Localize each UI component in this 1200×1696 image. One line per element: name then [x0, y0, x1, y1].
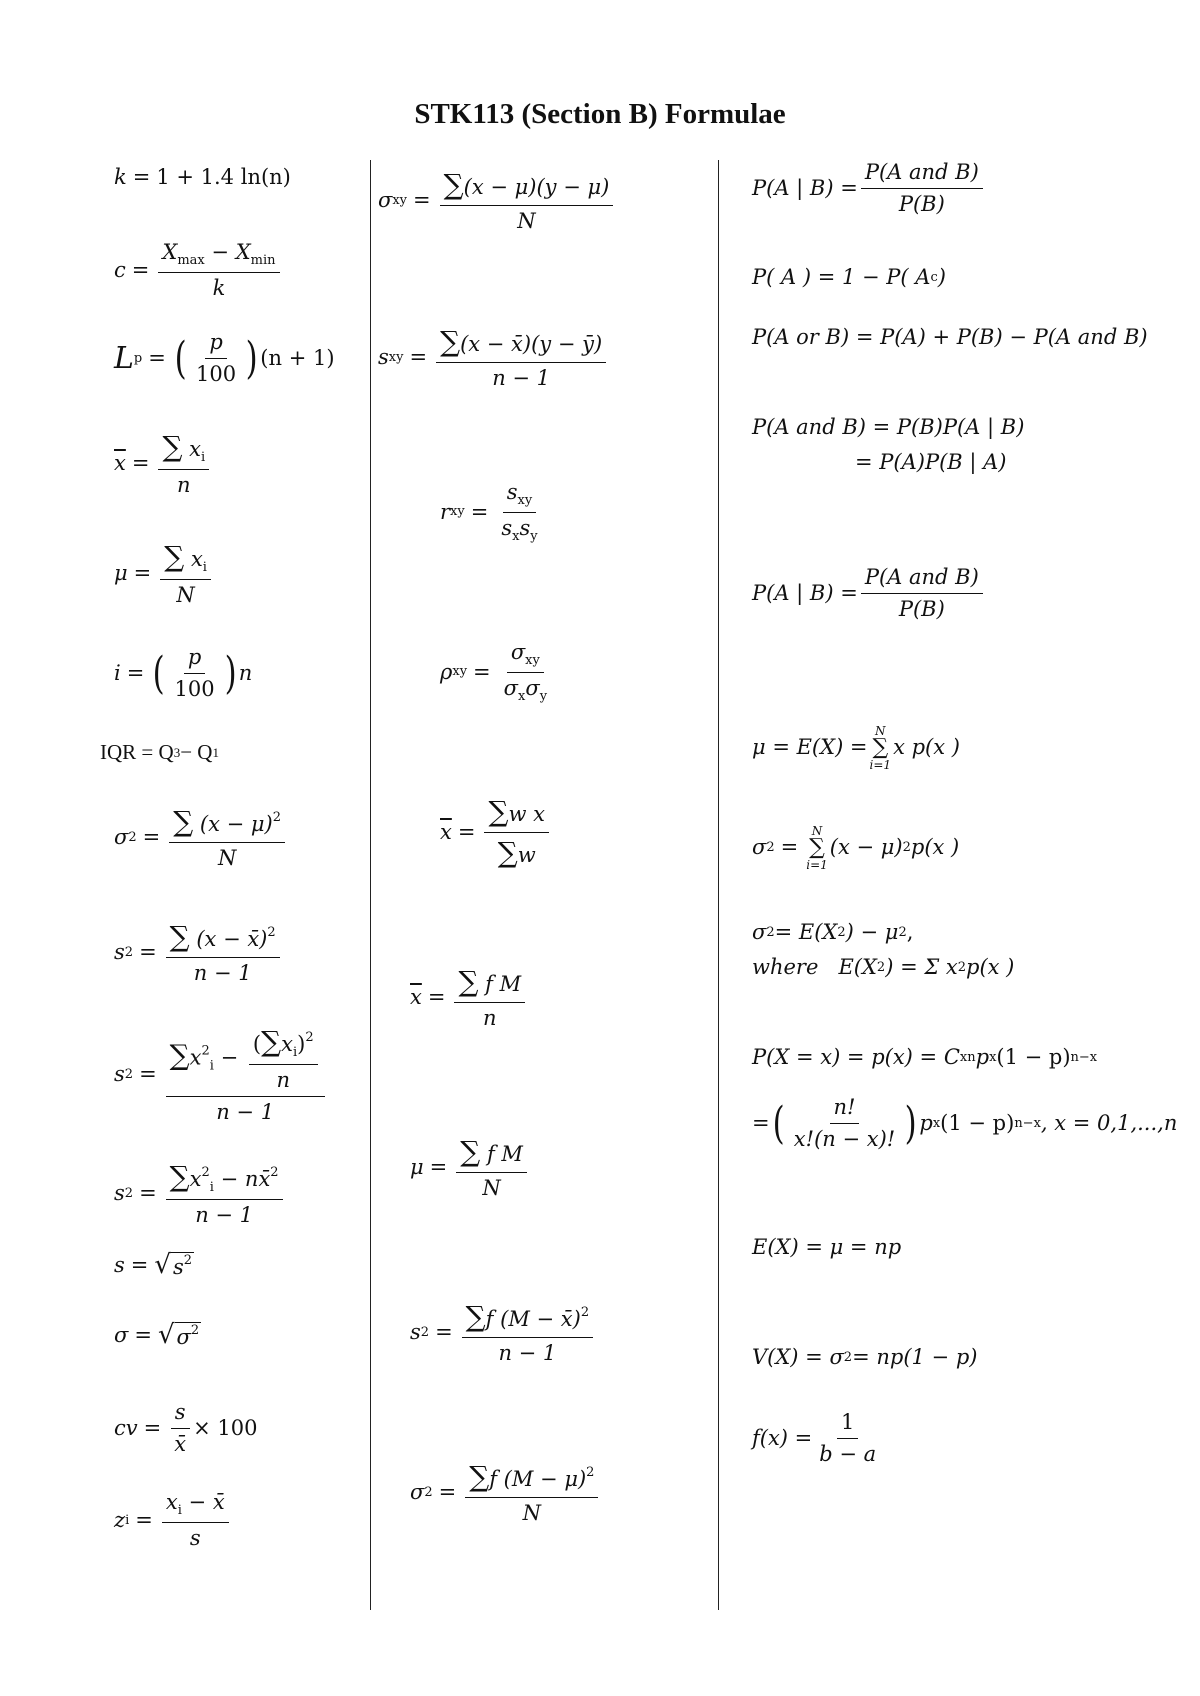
formula-sample-covariance: s xy = $\frac{\sum(x - x̄)(y - ȳ)}{n - 1}$ [378, 325, 609, 391]
formula-expected-value: μ = E(X) = N ∑ i=1 x p(x ) [752, 724, 960, 772]
formula-sample-variance-shortcut: s 2 = $\frac{\sum x^2_i - nx̄^2}{n - 1}$ [114, 1160, 286, 1228]
formula-binomial-variance: V(X) = σ 2 = np(1 − p) [752, 1345, 978, 1369]
formula-conditional-probability: P(A | B) = $\frac{\text{P(A and B)}}{P(B)}$ [752, 160, 986, 217]
formula-pop-correlation: ρ xy = $\frac{\sigma_{xy}}{\sigma_x\sigma_y}$ [440, 640, 548, 704]
formula-variance-shortcut: σ 2 = E(X 2 ) − μ 2 , [752, 920, 914, 944]
formula-lp: L p = ( $\frac{p}{100}$ ) (n + 1) [114, 330, 335, 387]
formula-grouped-pop-variance: σ 2 = $\frac{\sum f (M - \mu)^2}{N}$ [410, 1460, 601, 1526]
formula-second-moment: where E(X 2 ) = Σ x 2 p(x ) [752, 955, 1015, 979]
formula-multiplication-rule: P(A and B) = P(B)P(A | B) [752, 415, 1025, 439]
formula-grouped-sample-variance: s 2 = $\frac{\sum f (M - x̄)^2}{n - 1}$ [410, 1300, 596, 1366]
formula-pop-variance: σ 2 = $\frac{\sum (x - \mu)^2}{N}$ [114, 805, 288, 871]
formula-pop-sd: σ = √ $\sigma^2$ [114, 1320, 200, 1350]
formula-sample-variance-computational: s 2 = $\sum x^2_i$ − $\frac{(\sum x_i)^2}{n}$ n − 1 [114, 1025, 328, 1125]
column-divider [718, 160, 719, 1610]
formula-conditional-probability-2: P(A | B) = $\frac{\text{P(A and B)}}{P(B)}$ [752, 565, 986, 622]
formula-zscore: z i = $\frac{x_i - x̄}{s}$ [114, 1490, 232, 1551]
formula-complement: P( A ) = 1 − P( A c ) [752, 265, 946, 289]
formula-iqr: IQR = Q 3 − Q 1 [100, 740, 219, 764]
formula-pop-covariance: σ xy = $\frac{\sum(x - \mu)(y - \mu)}{N}$ [378, 168, 616, 234]
formula-k: k = 1 + 1.4 ln(n) [114, 165, 291, 189]
formula-grouped-pop-mean: μ = $\frac{\text{∑ f M}}{N}$ [410, 1135, 530, 1201]
formula-grouped-sample-mean: $\overline{x}$ = $\frac{\text{∑ f M}}{n}$ [410, 965, 528, 1031]
formula-c: c = $\frac{X_{max} - X_{min}}{k}$ [114, 240, 283, 301]
formula-binomial-expanded: = ( $\frac{n!}{x!(n - x)!}$ ) p x (1 − p) n−x , x = 0,1,...,n [752, 1095, 1178, 1152]
formula-discrete-variance: σ 2 = N ∑ i=1 (x − μ) 2 p(x ) [752, 824, 960, 872]
formula-addition-rule: P(A or B) = P(A) + P(B) − P(A and B) [752, 325, 1148, 349]
formula-binomial-mean: E(X) = μ = np [752, 1235, 902, 1259]
formula-uniform-density: f(x) = $\frac{1}{b - a}$ [752, 1410, 877, 1467]
formula-binomial: P(X = x) = p(x) = C x n p x (1 − p) n−x [752, 1045, 1098, 1069]
formula-xbar: $\overline{x}$ = $\frac{\sum x_i}{n}$ [114, 430, 212, 498]
page-title: STK113 (Section B) Formulae [414, 98, 786, 130]
formula-sample-variance: s 2 = $\frac{\sum (x - x̄)^2}{n - 1}$ [114, 920, 283, 986]
formula-cv: cv = $\frac{s}{x̄}$ × 100 [114, 1400, 258, 1457]
formula-sample-sd: s = √ $s^2$ [114, 1250, 193, 1280]
formula-index: i = ( $\frac{p}{100}$ ) n [114, 645, 253, 702]
formula-mu: μ = $\frac{\sum x_i}{N}$ [114, 540, 214, 608]
formula-weighted-mean: $\overline{x}$ = $\frac{\text{∑w x}}{\sum w}$ [440, 795, 552, 869]
formula-sample-correlation: r xy = $\frac{s_{xy}}{s_xs_y}$ [440, 480, 538, 544]
column-divider [370, 160, 371, 1610]
formula-multiplication-rule-alt: = P(A)P(B | A) [855, 450, 1007, 474]
